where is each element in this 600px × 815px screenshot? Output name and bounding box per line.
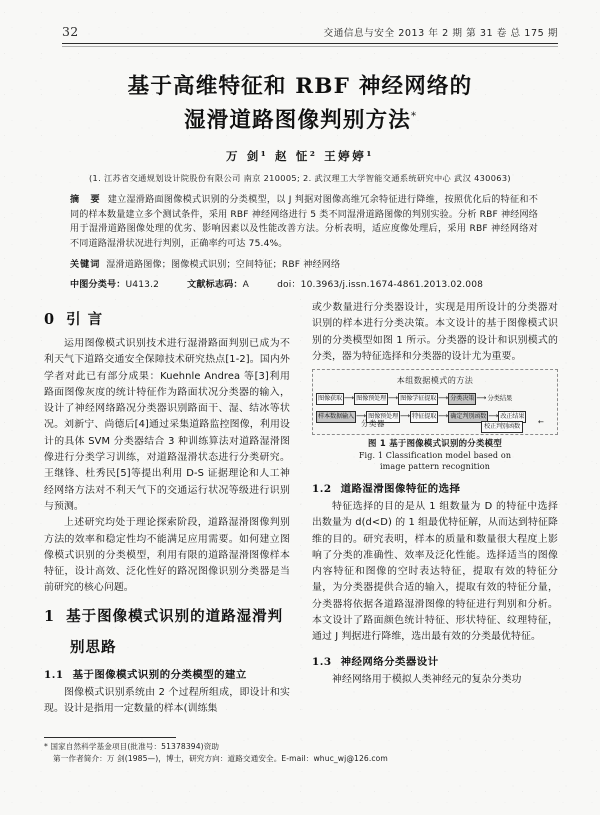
diagram-box-feature-extract: 图像学征提取 [398,393,438,405]
header-rule [62,43,558,44]
figure-1-caption-en-line1: Fig. 1 Classification model based on [358,450,512,460]
abstract-label: 摘 要 [70,195,104,205]
classification-line [70,277,538,290]
page-number: 32 [62,24,79,39]
heading-section-1 [44,606,290,628]
arrow-icon: ⟶ [438,412,449,421]
diagram-box-feature-extract-2: 特征提取 [410,411,438,423]
title-footnote-marker: * [411,111,416,122]
document-code-value: A [242,280,249,290]
heading-section-1-2-title: 道路湿滑图像特征的选择 [340,482,461,495]
footnote-funding: * 国家自然科学基金项目(批准号：51378394)资助 [44,742,220,751]
paragraph-intro-1: 运用图像模式识别技术进行湿滑路面判别已成为不利天气下道路交通安全保障技术研究热点[1-2]。国内外学者对此已有部分成果：Kuehnle Andrea 等[3]利用路面图像灰度的统计特征作为路面状况分类器的输入，设计了神经网络路况分类器识别路面干、湿、结冰等状况。刘新宁、尚德后[4]通过采集道路监控图像，利用设计的具体 SVM 分类器结合 3 种训练算法对道路湿滑图像进行分类学习训练，对道路湿滑状态进行分类研究。王继锋、杜秀民[5]等提出利用 D-S 证据理论和人工神经网络方法对不利天气下的交通运行状况等级进行识别与预测。 [44,338,290,512]
diagram-box-sample-input: 样本数据输入 [316,411,356,423]
right-column [312,300,558,688]
diagram-box-acquire: 图像获取 [316,393,344,405]
figure-1-caption-cn: 图 1 基于图像模式识别的分类模型 [367,438,502,449]
heading-section-1-3-number: 1.3 [312,655,332,668]
arrow-icon: ⟶ [488,412,499,421]
clc-value: U413.2 [125,280,160,290]
arrow-icon: ⟶ [400,412,411,421]
diagram-box-correct-result: 改正结果 [498,411,526,423]
footnote-separator [44,737,176,738]
heading-section-1-2 [312,480,558,498]
left-column [44,300,290,717]
author-list: 万 剑¹ 赵 怔² 王婷婷¹ [225,149,375,164]
footnote-author-bio: 第一作者简介：万 剑(1985—)，博士，研究方向：道路交通安全。E-mail：whuc_wj@126.com [53,754,388,764]
diagram-classifier-label: 分类器 [361,418,385,428]
heading-section-1-3-title: 神经网络分类器设计 [340,655,439,668]
keywords-label: 关键词 [70,260,101,270]
abstract-text: 建立湿滑路面图像模式识别的分类模型，以 J 判据对图像高维冗余特征进行降维，按照优化后的特征和不同的样本数量建立多个测试条件，采用 RBF 神经网络进行 5 类不同湿滑道路图像的判别实验。分析 RBF 神经网络用于湿滑道路图像处理的优劣、影响因素以及性能改善方法。分析表明，适应度像处理后，采用 RBF 神经网络对不同道路湿滑状况进行判别，正确率约可达 75.4%。 [70,195,538,249]
document-code-label: 文献标志码： [187,280,243,290]
heading-section-1-1 [44,666,290,684]
heading-section-1-1-title: 基于图像模式识别的分类模型的建立 [72,668,247,681]
diagram-result-label: 分类结果 [487,394,513,403]
paragraph-1-2-1: 特征选择的目的是从 1 组数量为 D 的特征中选择出数量为 d(d<D) 的 1 组最优特征解，从而达到特征降维的目的。研究表明，样本的质量和数量很大程度上影响了分类的准确性、效率及泛化性能。选择适当的图像内容特征和图像的空时表达特征，提取有效的特征分量，为分类器提供合适的输入，提取有效的特征分量，分类器将依据各道路湿滑图像的特征进行判别和分析。本文设计了路面颜色统计特征、形状特征、纹理特征，通过 J 判据进行降维，选出最有效的分类最优特征。 [312,500,558,643]
keywords-block [70,258,538,273]
paragraph-1-1-1: 图像模式识别系统由 2 个过程所组成，即设计和实现。设计是指用一定数量的样本(训练集 [44,686,290,715]
feedback-arrow-icon: ← [538,417,544,426]
diagram-box-feedback: 校正判别函数 [481,421,523,433]
article-title-line-2-text: 湿滑道路图像判别方法 [183,108,411,134]
figure-1-caption [312,438,558,473]
heading-section-1-3 [312,653,558,671]
figure-1-diagram [312,369,558,435]
heading-section-1-title-line1: 基于图像模式识别的道路湿滑判 [66,607,284,625]
figure-1 [312,369,558,473]
diagram-box-preprocess-2: 图像预处理 [366,411,400,423]
arrow-icon: ⟶ [476,394,487,403]
heading-section-1-line2: 别思路 [70,638,117,656]
heading-section-1-number: 1 [44,607,56,625]
doi-label: doi： [277,280,301,290]
doi-value: 10.3963/j.issn.1674-4861.2013.02.008 [300,280,484,290]
diagram-box-decision: 分类决策 [448,393,476,405]
paragraph-1-3-1: 神经网络用于模拟人类神经元的复杂分类功 [332,673,522,685]
heading-section-1-1-number: 1.1 [44,668,64,681]
diagram-row-1 [313,390,557,406]
paragraph-right-top: 或少数量进行分类器设计，实现是用所设计的分类器对识别的样本进行分类决策。本文设计的基于图像模式识别的分类模型如图 1 所示。分类器的设计和识别模式的分类，器为特征选择和分类器的设计尤为重要。 [312,302,558,362]
article-title-line-1: 基于高维特征和 RBF 神经网络的 [127,74,473,99]
paragraph-intro-2: 上述研究均处于理论探索阶段，道路湿滑图像判别方法的效率和稳定性均不能满足应用需要。如何建立图像模式识别的分类模型，利用有限的道路湿滑图像样本特征，设计高效、泛化性好的路况图像识别分类器是当前研究的核心问题。 [44,517,290,594]
heading-section-0 [44,309,290,331]
author-affiliations: (1. 江苏省交通规划设计院股份有限公司 南京 210005; 2. 武汉理工大学智能交通系统研究中心 武汉 430063) [89,173,511,184]
figure-1-caption-en-line2: image pattern recognition [379,462,491,472]
arrow-icon: ⟶ [355,412,367,421]
abstract-block [70,193,538,251]
arrow-icon: ⟶ [438,394,449,403]
footnotes-block [44,741,544,766]
diagram-title: 本组数据模式的方法 [396,375,474,386]
heading-section-0-title: 引 言 [66,311,104,328]
diagram-box-discriminant: 确定判别函数 [448,411,488,423]
arrow-icon: ⟶ [388,394,399,403]
journal-issue-info: 交通信息与安全 2013 年 2 期 第 31 卷 总 175 期 [323,28,558,39]
arrow-icon: ⟶ [343,394,355,403]
running-head [62,24,558,42]
diagram-box-preprocess: 图像预处理 [354,393,388,405]
clc-label: 中图分类号： [70,280,126,290]
article-title-line-2 [48,102,552,136]
title-block [48,72,552,184]
heading-section-0-number: 0 [44,311,56,328]
keywords-text: 湿滑道路图像；图像模式识别；空间特征；RBF 神经网络 [106,260,341,270]
heading-section-1-2-number: 1.2 [312,482,332,495]
